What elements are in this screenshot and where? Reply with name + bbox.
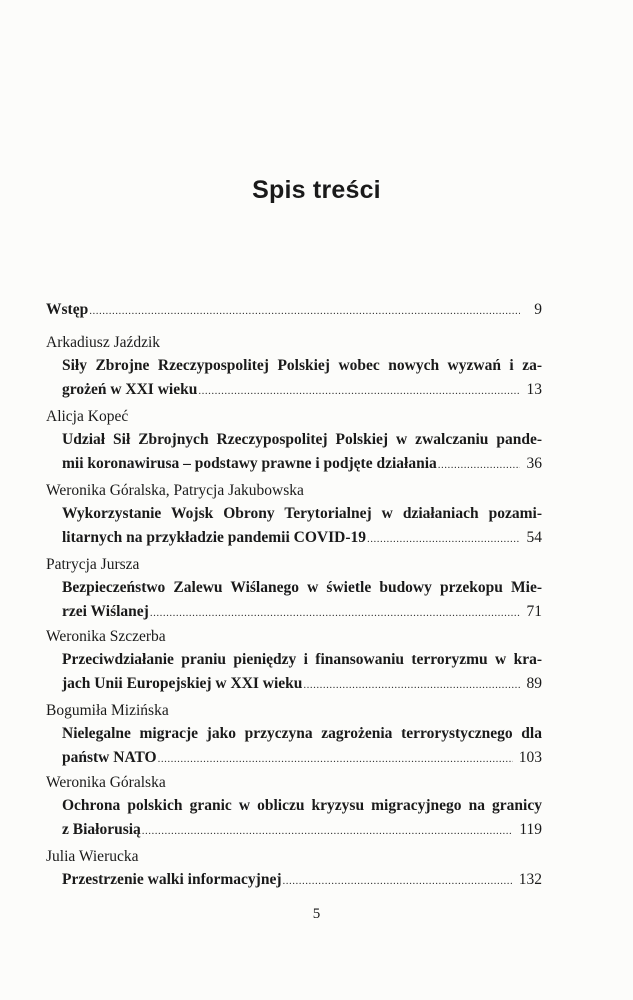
dot-leader — [142, 819, 514, 843]
toc-title-line — [46, 378, 542, 402]
toc-title-text: z Białorusią — [62, 821, 141, 838]
toc-title-line — [46, 868, 542, 892]
dot-leader — [303, 673, 520, 697]
toc-entry — [46, 846, 542, 892]
toc-title-text: mii koronawirusa – podstawy prawne i podjęte działania — [62, 455, 437, 472]
dot-leader — [283, 869, 513, 893]
toc-title-line — [46, 452, 542, 476]
toc-entry — [46, 554, 542, 624]
toc-title-line: Wykorzystanie Wojsk Obrony Terytorialnej w działaniach pozami- — [62, 505, 542, 522]
toc-page-number: 13 — [526, 381, 542, 398]
toc-entry — [46, 700, 542, 770]
dot-leader — [89, 299, 520, 323]
toc-entry — [46, 332, 542, 402]
toc-author: Julia Wierucka — [46, 848, 139, 865]
page-number: 5 — [312, 906, 321, 922]
toc-title-line — [46, 526, 542, 550]
toc-author: Weronika Góralska, Patrycja Jakubowska — [46, 482, 304, 499]
toc-title-line — [46, 298, 542, 322]
toc-title-line — [46, 818, 542, 842]
toc-title-line: Udział Sił Zbrojnych Rzeczypospolitej Polskiej w zwalczaniu pande- — [62, 431, 542, 448]
toc-page-number: 71 — [526, 603, 542, 620]
toc-entry-intro — [46, 298, 542, 322]
toc-title-text: państw NATO — [62, 749, 157, 766]
toc-page-number: 132 — [518, 871, 542, 888]
toc-title-text: Wstęp — [46, 301, 89, 318]
toc-author: Weronika Góralska — [46, 774, 166, 791]
toc-title-line: Siły Zbrojne Rzeczypospolitej Polskiej wobec nowych wyzwań i za- — [62, 357, 542, 374]
toc-entry — [46, 406, 542, 476]
toc-title-text: grożeń w XXI wieku — [62, 381, 198, 398]
toc-entry — [46, 480, 542, 550]
toc-title-line — [46, 746, 542, 770]
toc-title-text: jach Unii Europejskiej w XXI wieku — [62, 675, 303, 692]
toc-page-number: 9 — [534, 301, 542, 318]
toc-entry — [46, 772, 542, 842]
toc-title-text: Przestrzenie walki informacyjnej — [62, 871, 282, 888]
toc-title-line: Przeciwdziałanie praniu pieniędzy i finansowaniu terroryzmu w kra- — [62, 651, 542, 668]
toc-entry — [46, 626, 542, 696]
toc-author: Weronika Szczerba — [46, 628, 166, 645]
toc-author: Alicja Kopeć — [46, 408, 129, 425]
dot-leader — [150, 601, 520, 625]
toc-title-text: litarnych na przykładzie pandemii COVID-19 — [62, 529, 366, 546]
toc-title-text: rzei Wiślanej — [62, 603, 149, 620]
page-title: Spis treści — [252, 176, 381, 204]
toc-page-number: 119 — [519, 821, 542, 838]
toc-title-line — [46, 600, 542, 624]
toc-title-line: Nielegalne migracje jako przyczyna zagrożenia terrorystycznego dla — [62, 725, 542, 742]
toc-author: Patrycja Jursza — [46, 556, 140, 573]
dot-leader — [198, 379, 520, 403]
toc-title-line — [46, 672, 542, 696]
toc-title-line: Bezpieczeństwo Zalewu Wiślanego w świetle budowy przekopu Mie- — [62, 579, 542, 596]
toc-title-line: Ochrona polskich granic w obliczu kryzysu migracyjnego na granicy — [62, 797, 542, 814]
dot-leader — [367, 527, 520, 551]
toc-page-number: 54 — [526, 529, 542, 546]
toc-author: Arkadiusz Jaździk — [46, 334, 161, 351]
toc-page-number: 103 — [518, 749, 542, 766]
toc-page-number: 36 — [526, 455, 542, 472]
toc-author: Bogumiła Mizińska — [46, 702, 169, 719]
toc-page-number: 89 — [526, 675, 542, 692]
dot-leader — [158, 747, 513, 771]
dot-leader — [438, 453, 520, 477]
